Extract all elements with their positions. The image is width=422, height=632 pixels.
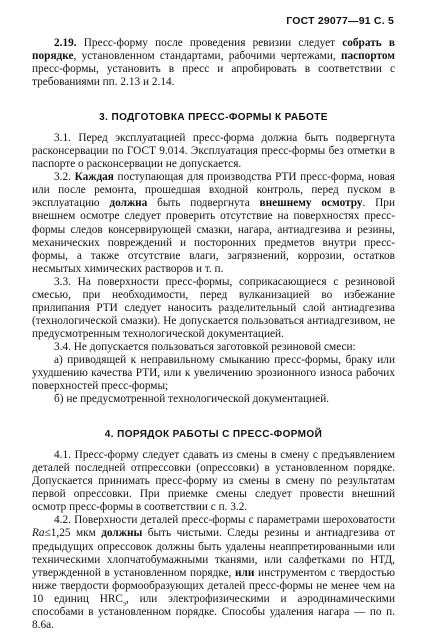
section-4-heading: 4. ПОРЯДОК РАБОТЫ С ПРЕСС-ФОРМОЙ: [104, 429, 323, 441]
paragraph-3-1: 3.1. Перед эксплуатацией пресс-форма должна быть подвергнута расконсервации по ГОСТ 9.014. Эксплуатация пресс-формы без отметки в паспорте о расконсервации не допускается.: [32, 132, 395, 171]
page-header: ГОСТ 29077—91 С. 5: [286, 15, 394, 27]
paragraph-3-3: 3.3. На поверхности пресс-формы, соприкасающиеся с резиновой смесью, при необходимости, перед вулканизацией во избежание прилипания РТИ следует наносить разделительный слой антиадгезива (технологической смазки). Не допускается пользоваться антиадгезивом, не предусмотренным технологической документацией.: [32, 275, 395, 340]
paragraph-2-19: 2.19. Пресс-форму после проведения ревизии следует собрать в порядке, установленном стандартами, рабочими чертежами, паспортом пресс-формы, установить в пресс и апробировать в соответствии с требованиями пп. 2.13 и 2.14.: [32, 37, 395, 89]
paragraph-3-4: 3.4. Не допускается пользоваться заготовкой резиновой смеси:: [54, 340, 356, 353]
paragraph-3-2: 3.2. Каждая поступающая для производства РТИ пресс-форма, новая или после ремонта, прошедшая входной контроль, перед пуском в эксплуатацию должна быть подвергнута внешнему осмотру. При внешнем осмотре следует проверить отсутствие на поверхностях пресс-формы следов консервирующей смазки, нагара, антиадгезива и резины, механических повреждений и посторонних предметов внутри пресс-формы, а также отсутствие влаги, загрязнений, коррозии, остатков несмытых химических растворов и т. п.: [32, 171, 396, 275]
list-item-3-4-a: а) приводящей к неправильному смыканию пресс-формы, браку или ухудшению качества РТИ, или к увеличению эрозионного износа рабочих поверхностей пресс-формы;: [32, 353, 395, 393]
paragraph-4-1: 4.1. Пресс-форму следует сдавать из смены в смену с предъявлением деталей последней отпрессовки (опрессовки) в установленном порядке. Допускается принимать пресс-форму из смены в смену по результатам первой опрессовки. При приемке смены следует провести внешний осмотр пресс-формы в соответствии с п. 3.2.: [32, 449, 395, 514]
paragraph-4-2: 4.2. Поверхности деталей пресс-формы с параметрами шероховатости Ra≤1,25 мкм должны быть чистыми. Следы резины и антиадгезива от предыдущих опрессовок должны быть удалены неаппретированными или техническими хлопчатобумажными тканями, или салфетками по НТД, утвержденной в установленном порядке, или инструментом с твердостью ниже твердости формообразующих деталей пресс-формы не менее чем на 10 единиц $HRC_э$, или электрофизическими и аэродинамическими способами в установленном порядке. Способы удаления нагара — по п. 8.6а.: [32, 514, 396, 631]
list-item-3-4-b: б) не предусмотренной технологической документацией.: [54, 393, 330, 406]
section-3-heading: 3. ПОДГОТОВКА ПРЕСС-ФОРМЫ К РАБОТЕ: [99, 112, 328, 124]
clause-number: 2.19.: [54, 37, 77, 49]
page-text: [32, 37, 395, 632]
